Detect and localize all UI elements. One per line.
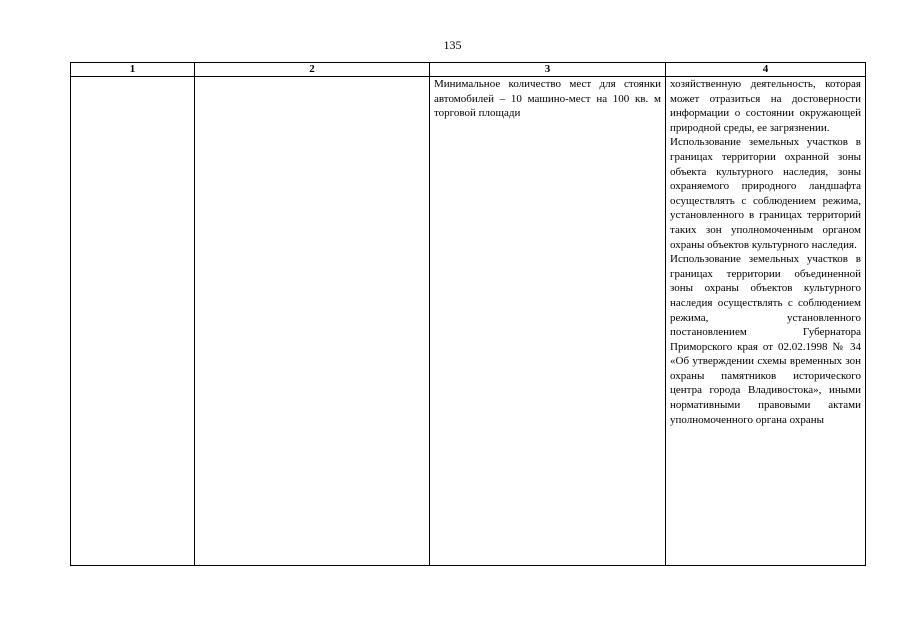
column-header-4: 4 <box>666 63 866 77</box>
cell-col1 <box>71 77 195 566</box>
column-header-2: 2 <box>195 63 430 77</box>
cell-col4 <box>666 77 866 566</box>
page-number: 135 <box>443 38 462 52</box>
col4-paragraph-1: хозяйственную деятельность, которая может отразиться на достоверности информации о состоянии окружающей природной среды, ее загрязнении. <box>670 78 861 134</box>
table-row <box>71 77 866 566</box>
cell-col3 <box>430 77 666 566</box>
table-header-row <box>71 63 866 77</box>
column-header-3: 3 <box>430 63 666 77</box>
parking-requirement-text: Минимальное количество мест для стоянки автомобилей – 10 машино-мест на 100 кв. м торговой площади <box>434 78 661 120</box>
document-table <box>70 62 866 566</box>
col4-paragraph-2: Использование земельных участков в границах территории охранной зоны объекта культурного наследия, зоны охраняемого природного ландшафта осуществлять с соблюдением режима, установленного в границах территорий таких зон уполномоченным органом охраны объектов культурного наследия. <box>670 136 861 251</box>
col4-paragraph-3: Использование земельных участков в границах территории объединенной зоны охраны объектов культурного наследия осуществлять с соблюдением режима, установленного постановлением Губернатора Приморского края от 02.02.1998 № 34 «Об утверждении схемы временных зон охраны памятников исторического центра города Владивостока», иными нормативными правовыми актами уполномоченного органа охраны <box>670 253 861 426</box>
column-header-1: 1 <box>71 63 195 77</box>
cell-col2 <box>195 77 430 566</box>
